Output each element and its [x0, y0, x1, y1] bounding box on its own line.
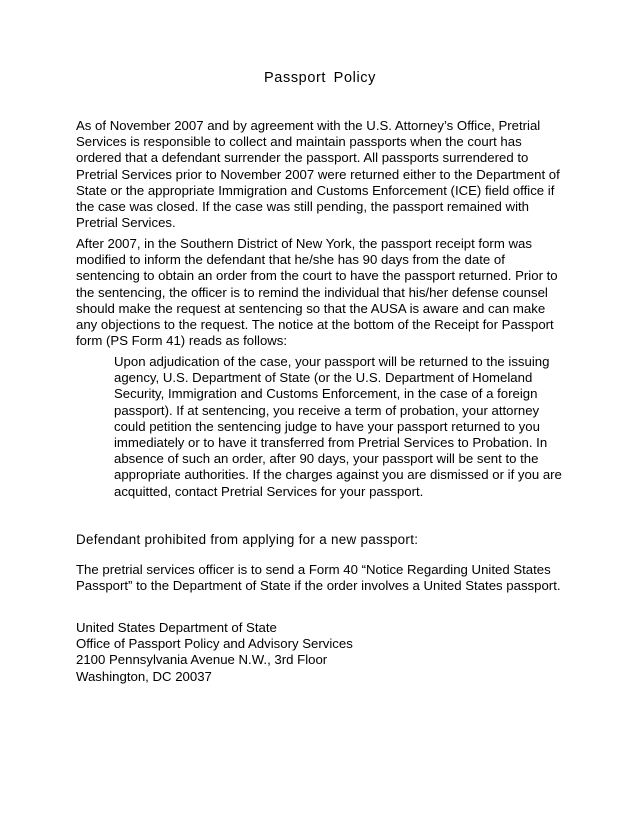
intro-paragraph: As of November 2007 and by agreement with the U.S. Attorney’s Office, Pretrial Services is responsible to collect and maintain passports when the court has ordered that a defendant surrender the passport. All passports surrendered to Pretrial Services prior to November 2007 were returned either to the Department of State or the appropriate Immigration and Customs Enforcement (ICE) field office if the case was closed. If the case was still pending, the passport remained with Pretrial Services. [76, 118, 560, 231]
address-line: United States Department of State [76, 620, 277, 635]
receipt-form-paragraph: After 2007, in the Southern District of New York, the passport receipt form was modified to inform the defendant that he/she has 90 days from the date of sentencing to obtain an order from the court to have the passport returned. Prior to the sentencing, the officer is to remind the individual that his/her defense counsel should make the request at sentencing so that the AUSA is aware and can make any objections to the request. The notice at the bottom of the Receipt for Passport form (PS Form 41) reads as follows: [76, 236, 558, 349]
notice-paragraph: The pretrial services officer is to send a Form 40 “Notice Regarding United States Passport” to the Department of State if the order involves a United States passport. [76, 562, 561, 594]
form-notice-quote: Upon adjudication of the case, your passport will be returned to the issuing agency, U.S. Department of State (or the U.S. Department of Homeland Security, Immigration and Customs Enforcement, in the case of a foreign passport). If at sentencing, you receive a term of probation, your attorney could petition the sentencing judge to have your passport returned to you immediately or to have it transferred from Pretrial Services to Probation. In absence of such an order, after 90 days, your passport will be sent to the appropriate authorities. If the charges against you are dismissed or if you are acquitted, contact Pretrial Services for your passport. [114, 354, 562, 499]
address-line: Office of Passport Policy and Advisory Services [76, 636, 353, 652]
mailing-address [76, 620, 353, 685]
section-heading: Defendant prohibited from applying for a new passport: [76, 532, 419, 547]
address-line: 2100 Pennsylvania Avenue N.W., 3rd Floor [76, 652, 328, 668]
address-line: Washington, DC 20037 [76, 668, 212, 684]
page-title: Passport Policy [264, 70, 376, 86]
